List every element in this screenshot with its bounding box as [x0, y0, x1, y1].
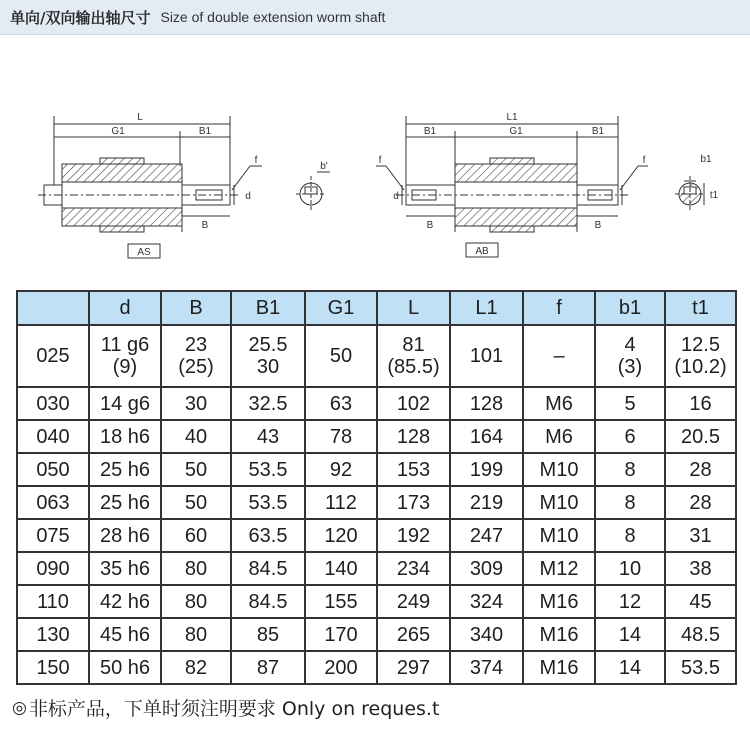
- table-cell: 18 h6: [89, 420, 161, 453]
- ab-label-d: d: [393, 191, 399, 202]
- table-cell: 112: [305, 486, 377, 519]
- cell-line: 81: [402, 334, 425, 356]
- table-cell: 247: [450, 519, 523, 552]
- table-cell: [665, 325, 736, 387]
- cell-line: (85.5): [387, 356, 440, 378]
- column-header: G1: [305, 291, 377, 325]
- table-cell: 25 h6: [89, 453, 161, 486]
- table-cell: 50: [305, 325, 377, 387]
- cell-line: 25.5: [248, 334, 288, 356]
- table-cell: M6: [523, 387, 595, 420]
- table-cell: 192: [377, 519, 450, 552]
- ab-section-t1: t1: [709, 190, 719, 201]
- table-cell: 265: [377, 618, 450, 651]
- table-cell: [377, 325, 450, 387]
- column-header: t1: [665, 291, 736, 325]
- as-tag: AS: [137, 247, 151, 258]
- table-cell: 42 h6: [89, 585, 161, 618]
- table-cell: 84.5: [231, 585, 305, 618]
- column-header: B: [161, 291, 231, 325]
- table-cell: 80: [161, 618, 231, 651]
- table-cell: [231, 325, 305, 387]
- table-row: [17, 552, 736, 585]
- as-label-L: L: [137, 112, 143, 123]
- table-cell: 50 h6: [89, 651, 161, 684]
- table-cell: 38: [665, 552, 736, 585]
- table-cell: 45: [665, 585, 736, 618]
- ab-label-B-right: B: [594, 220, 602, 231]
- table-row: [17, 486, 736, 519]
- table-cell: 199: [450, 453, 523, 486]
- table-cell: 87: [231, 651, 305, 684]
- table-cell: M16: [523, 651, 595, 684]
- table-cell: M10: [523, 453, 595, 486]
- table-cell: M12: [523, 552, 595, 585]
- cell-line: (3): [617, 356, 643, 378]
- table-cell: 14: [595, 618, 665, 651]
- table-cell: 040: [17, 420, 89, 453]
- table-cell: M10: [523, 486, 595, 519]
- cell-line: 4: [624, 334, 636, 356]
- table-cell: 20.5: [665, 420, 736, 453]
- table-cell: 030: [17, 387, 89, 420]
- table-cell: 28: [665, 486, 736, 519]
- table-cell: 050: [17, 453, 89, 486]
- dimension-table: [16, 290, 737, 685]
- table-cell: 140: [305, 552, 377, 585]
- table-cell: 102: [377, 387, 450, 420]
- ab-label-L1: L1: [506, 112, 518, 123]
- table-cell: 5: [595, 387, 665, 420]
- table-cell: 297: [377, 651, 450, 684]
- page-header: [0, 0, 750, 35]
- table-cell: 8: [595, 486, 665, 519]
- cell-line: 11 g6: [100, 334, 150, 356]
- table-cell: M16: [523, 585, 595, 618]
- table-cell: 31: [665, 519, 736, 552]
- footnote-text: 非标产品，下单时须注明要求 Only on reques.t: [28, 698, 440, 720]
- table-cell: 324: [450, 585, 523, 618]
- cell-line: 30: [256, 356, 280, 378]
- table-cell: 60: [161, 519, 231, 552]
- table-cell: 101: [450, 325, 523, 387]
- circle-mark-icon: ◎: [12, 697, 27, 718]
- as-label-G1: G1: [111, 126, 125, 137]
- table-cell: 50: [161, 453, 231, 486]
- ab-label-f-right: f: [642, 155, 646, 166]
- table-cell: 8: [595, 453, 665, 486]
- table-cell: 53.5: [231, 486, 305, 519]
- table-cell: 309: [450, 552, 523, 585]
- column-header: f: [523, 291, 595, 325]
- cell-line: (9): [112, 356, 138, 378]
- ab-tag: AB: [475, 246, 489, 257]
- as-label-d: d: [245, 191, 251, 202]
- table-cell: [161, 325, 231, 387]
- table-cell: 12: [595, 585, 665, 618]
- table-row: [17, 618, 736, 651]
- shaft-drawings: [0, 36, 750, 280]
- header-title-cn: 单向/双向输出轴尺寸: [10, 8, 151, 27]
- table-cell: 50: [161, 486, 231, 519]
- as-label-f: f: [254, 155, 258, 166]
- table-cell: 63: [305, 387, 377, 420]
- table-cell: 374: [450, 651, 523, 684]
- cell-line: (25): [178, 356, 214, 378]
- table-cell: 063: [17, 486, 89, 519]
- table-cell: [89, 325, 161, 387]
- table-cell: M16: [523, 618, 595, 651]
- table-row: [17, 325, 736, 387]
- table-cell: 150: [17, 651, 89, 684]
- column-header: [17, 291, 89, 325]
- table-cell: 53.5: [665, 651, 736, 684]
- table-cell: 128: [450, 387, 523, 420]
- table-cell: 8: [595, 519, 665, 552]
- table-cell: 249: [377, 585, 450, 618]
- table-row: [17, 519, 736, 552]
- table-cell: 200: [305, 651, 377, 684]
- ab-label-f-left: f: [378, 155, 382, 166]
- table-cell: 43: [231, 420, 305, 453]
- table-cell: 340: [450, 618, 523, 651]
- table-cell: [595, 325, 665, 387]
- table-cell: –: [523, 325, 595, 387]
- table-cell: 120: [305, 519, 377, 552]
- column-header: b1: [595, 291, 665, 325]
- table-cell: 30: [161, 387, 231, 420]
- ab-drawing: [376, 116, 705, 257]
- table-cell: 170: [305, 618, 377, 651]
- table-cell: M6: [523, 420, 595, 453]
- table-cell: 28: [665, 453, 736, 486]
- table-cell: 219: [450, 486, 523, 519]
- table-cell: 85: [231, 618, 305, 651]
- table-cell: 090: [17, 552, 89, 585]
- table-cell: 075: [17, 519, 89, 552]
- ab-label-B-left: B: [426, 220, 434, 231]
- table-cell: 130: [17, 618, 89, 651]
- table-row: [17, 585, 736, 618]
- table-cell: 110: [17, 585, 89, 618]
- table-row: [17, 651, 736, 684]
- footnote: [12, 694, 439, 721]
- as-label-B: B: [201, 220, 209, 231]
- table-cell: 10: [595, 552, 665, 585]
- table-cell: 155: [305, 585, 377, 618]
- table-cell: 16: [665, 387, 736, 420]
- table-cell: 35 h6: [89, 552, 161, 585]
- column-header: d: [89, 291, 161, 325]
- ab-section-b1: b1: [700, 154, 712, 165]
- table-row: [17, 453, 736, 486]
- ab-label-B1-left: B1: [423, 126, 437, 137]
- as-label-B1: B1: [198, 126, 212, 137]
- table-cell: 92: [305, 453, 377, 486]
- cell-line: 23: [184, 334, 208, 356]
- table-cell: M10: [523, 519, 595, 552]
- header-title-en: Size of double extension worm shaft: [160, 9, 386, 25]
- table-cell: 84.5: [231, 552, 305, 585]
- as-section-b: b': [320, 161, 328, 172]
- table-cell: 128: [377, 420, 450, 453]
- ab-label-G1: G1: [509, 126, 523, 137]
- table-row: [17, 387, 736, 420]
- table-cell: 28 h6: [89, 519, 161, 552]
- table-cell: 48.5: [665, 618, 736, 651]
- table-cell: 40: [161, 420, 231, 453]
- ab-label-B1-right: B1: [591, 126, 605, 137]
- table-cell: 78: [305, 420, 377, 453]
- table-cell: 53.5: [231, 453, 305, 486]
- table-header-row: [17, 291, 736, 325]
- table-cell: 32.5: [231, 387, 305, 420]
- as-drawing: [38, 116, 330, 258]
- column-header: B1: [231, 291, 305, 325]
- column-header: L: [377, 291, 450, 325]
- table-cell: 173: [377, 486, 450, 519]
- table-cell: 234: [377, 552, 450, 585]
- table-row: [17, 420, 736, 453]
- cell-line: 12.5: [681, 334, 720, 356]
- table-cell: 82: [161, 651, 231, 684]
- column-header: L1: [450, 291, 523, 325]
- table-cell: 14 g6: [89, 387, 161, 420]
- table-cell: 25 h6: [89, 486, 161, 519]
- table-cell: 153: [377, 453, 450, 486]
- table-cell: 6: [595, 420, 665, 453]
- table-cell: 45 h6: [89, 618, 161, 651]
- table-cell: 164: [450, 420, 523, 453]
- table-cell: 80: [161, 585, 231, 618]
- table-cell: 025: [17, 325, 89, 387]
- table-cell: 80: [161, 552, 231, 585]
- table-cell: 14: [595, 651, 665, 684]
- table-cell: 63.5: [231, 519, 305, 552]
- cell-line: (10.2): [674, 356, 727, 378]
